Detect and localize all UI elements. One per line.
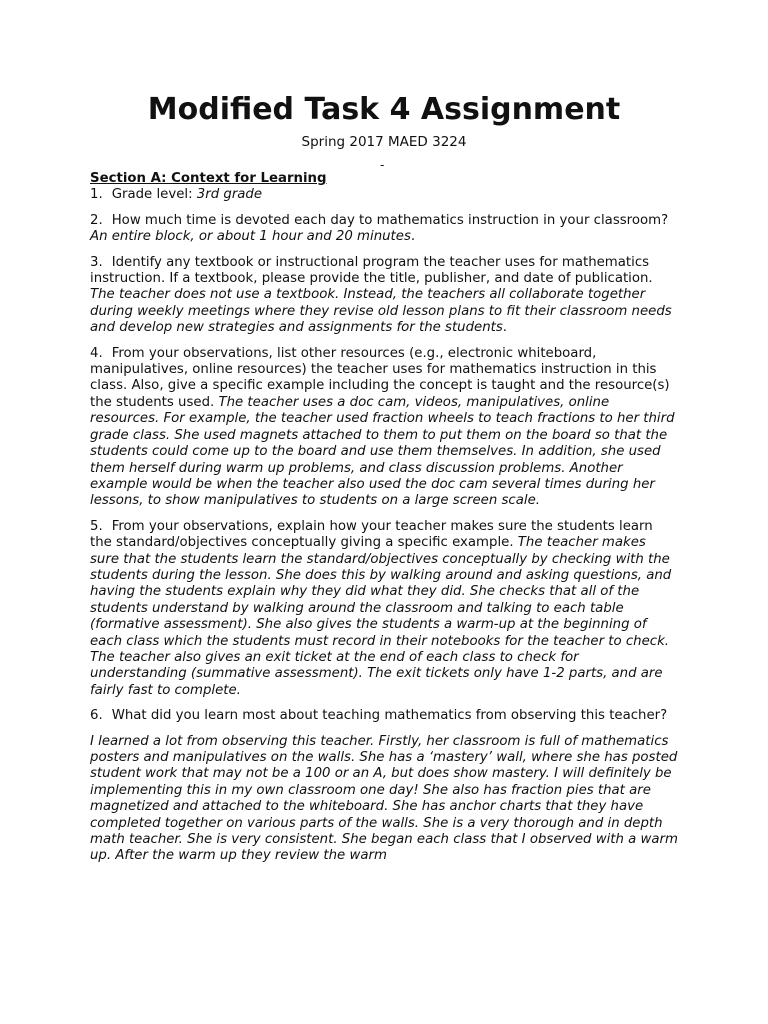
item-number: 5. xyxy=(90,518,103,534)
item-answer: An entire block, or about 1 hour and 20 minutes xyxy=(90,229,411,245)
list-item xyxy=(90,346,678,510)
item-question: Identify any textbook or instructional program the teacher uses for mathematics instruction. If a textbook, please provide the title, publisher, and date of publication. xyxy=(90,254,653,287)
item-question: From your observations, list other resources (e.g., electronic whiteboard, manipulatives, online resources) the teacher uses for mathematics instruction in this class. Also, give a specific example including the concept is taught and the resource(s) the students used. xyxy=(90,345,670,410)
item-tail: . xyxy=(502,320,508,336)
item-number: 2. xyxy=(90,212,103,228)
item-question: How much time is devoted each day to mathematics instruction in your classroom? xyxy=(111,212,669,228)
document-body xyxy=(90,171,678,874)
document-subtitle: Spring 2017 MAED 3224 xyxy=(301,134,467,150)
item-number: 6. xyxy=(90,708,103,724)
list-item xyxy=(90,213,678,246)
item-answer: 3rd grade xyxy=(196,187,263,203)
item-number: 1. xyxy=(90,187,103,203)
section-a-heading: Section A: Context for Learning xyxy=(90,171,327,186)
item-answer: The teacher uses a doc cam, videos, manipulatives, online resources. For example, the teacher used fraction wheels to teach fractions to her third grade class. She used magnets attached to them to put them on the board so that the students could come up to the board and use them themselves. In addition, she used them herself during warm up problems, and class discussion problems. Another example would be when the teacher also used the doc cam several times during her lessons, to show manipulatives to students on a large screen scale. xyxy=(90,394,675,509)
final-answer-paragraph: I learned a lot from observing this teacher. Firstly, her classroom is full of mathematics posters and manipulatives on the walls. She has a ‘mastery’ wall, where she has posted student work that may not be a 100 or an A, but does show mastery. I will definitely be implementing this in my own classroom one day! She also has fraction pies that are magnetized and attached to the whiteboard. She has anchor charts that they have completed together on various parts of the walls. She is a very thorough and in depth math teacher. She is very consistent. She began each class that I observed with a warm up. After the warm up they review the warm xyxy=(90,733,678,864)
list-item xyxy=(90,255,678,337)
separator-dash: - xyxy=(380,158,385,172)
list-item xyxy=(90,187,678,203)
list-item xyxy=(90,708,678,724)
item-number: 3. xyxy=(90,254,103,270)
document-title: Modified Task 4 Assignment xyxy=(147,92,621,127)
item-question: Grade level: xyxy=(111,187,197,203)
item-question: From your observations, explain how your teacher makes sure the students learn the standard/objectives conceptually giving a specific example. xyxy=(90,518,653,551)
item-answer: The teacher does not use a textbook. Instead, the teachers all collaborate together during weekly meetings where they revise old lesson plans to fit their classroom needs and develop new strategies and assignments for the students xyxy=(90,287,672,336)
list-item xyxy=(90,519,678,699)
item-number: 4. xyxy=(90,345,103,361)
item-answer: The teacher makes sure that the students learn the standard/objectives conceptually by checking with the students during the lesson. She does this by walking around and asking questions, and having the students explain why they did what they did. She checks that all of the students understand by walking around the classroom and talking to each table (formative assessment). She also gives the students a warm-up at the beginning of each class which the students must record in their notebooks for the teacher to check. The teacher also gives an exit ticket at the end of each class to check for understanding (summative assessment). The exit tickets only have 1-2 parts, and are fairly fast to complete. xyxy=(90,535,672,698)
item-tail: . xyxy=(410,229,416,245)
item-question: What did you learn most about teaching mathematics from observing this teacher? xyxy=(111,708,668,724)
